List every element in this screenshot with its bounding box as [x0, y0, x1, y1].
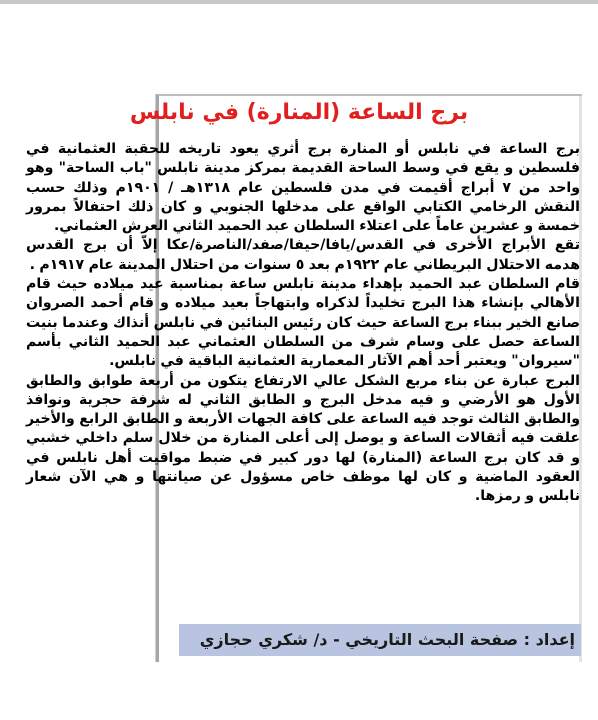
top-divider: [0, 0, 598, 4]
article-body: [26, 140, 580, 507]
paragraph-structure: البرج عبارة عن بناء مربع الشكل عالي الارتفاع يتكون من أربعة طوابق والطابق الأول هو الأرضي و فيه مدخل البرج و الطابق الثاني له شرفة حجرية ونوافذ والطابق الثالث توجد فيه الساعة على كافة الجهات الأربعة و الطابق الرابع والأخير علقت فيه أثقالات الساعة و يوصل إلى أعلى المنارة من خلال سلم داخلي خشبي و قد كان برج الساعة (المنارة) لها دور كبير في ضبط مواقيت أهل نابلس في العقود الماضية و كان لها موظف خاص مسؤول عن صيانتها و هي الآن شعار نابلس و رمزها.: [26, 372, 580, 505]
author-credit: إعداد : صفحة البحث التاريخي - د/ شكري حجازي: [199, 630, 575, 649]
paragraph-intro: برج الساعة في نابلس أو المنارة برج أثري يعود تاريخه للحقبة العثمانية في فلسطين و يقع في وسط الساحة القديمة بمركز مدينة نابلس "باب الساحة" وهو واحد من ٧ أبراج أقيمت في مدن فلسطين عام ١٣١٨هـ / ١٩٠١م وذلك حسب النقش الرخامي الكتابي الواقع على مدخلها الجنوبي و كان ذلك احتفالاً بمرور خمسة و عشرين عاماً على اعتلاء السلطان عبد الحميد الثاني العرش العثماني.: [26, 141, 580, 235]
page-title: برج الساعة (المنارة) في نابلس: [129, 100, 469, 125]
paragraph-history: قام السلطان عبد الحميد بإهداء مدينة نابلس ساعة بمناسبة عيد ميلاده حيث قام الأهالي بإنشاء هذا البرج تخليداً لذكراه وابتهاجاً بعيد ميلاده و قام أحمد الصروان صانع الخير ببناء برج الساعة حيث كان رئيس البنائين في نابلس أنذاك وعندما بنيت الساعة حصل على وسام شرف من السلطان العثماني عبد الحميد الثاني بأسم "سيروان" ويعتبر أحد أهم الآثار المعمارية العثمانية الباقية في نابلس.: [26, 276, 580, 370]
paragraph-other-towers: تقع الأبراج الأخرى في القدس/يافا/حيفا/صفد/الناصرة/عكا إلاّ أن برج القدس هدمه الاحتلال البريطاني عام ١٩٢٢م بعد ٥ سنوات من احتلال المدينة عام ١٩١٧م .: [26, 237, 580, 273]
